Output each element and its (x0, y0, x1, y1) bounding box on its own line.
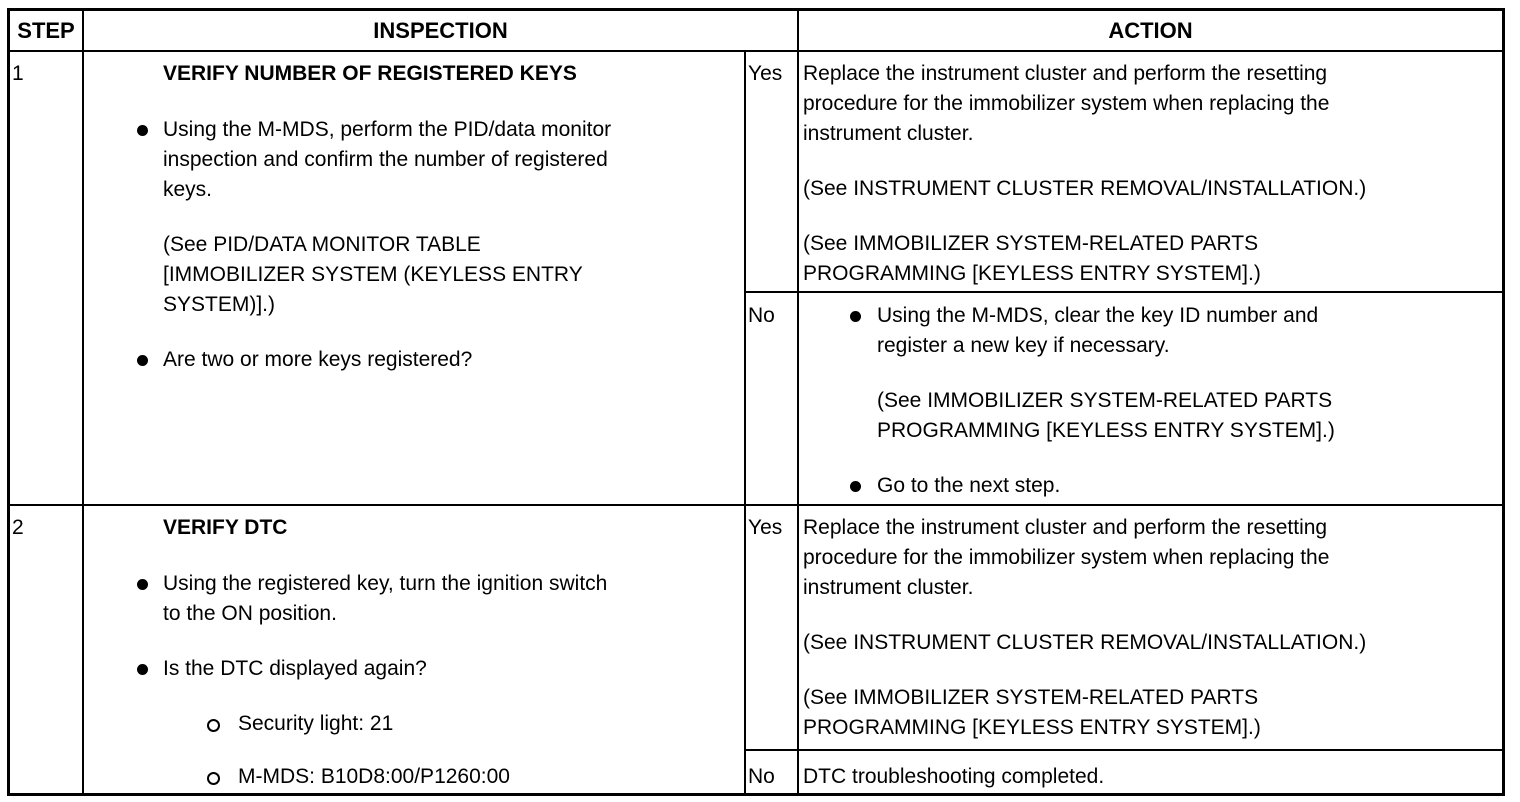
action-line: Replace the instrument cluster and perform the resetting (803, 516, 1328, 539)
reference-line: PROGRAMMING [KEYLESS ENTRY SYSTEM].) (877, 419, 1335, 442)
bullet-icon (137, 355, 148, 366)
troubleshooting-table (7, 8, 1505, 796)
reference-line: (See INSTRUMENT CLUSTER REMOVAL/INSTALLATION.) (803, 631, 1367, 654)
sub-item: M-MDS: B10D8:00/P1260:00 (238, 765, 510, 788)
reference-line: [IMMOBILIZER SYSTEM (KEYLESS ENTRY (163, 263, 583, 286)
action-line: Using the M-MDS, clear the key ID number and (877, 304, 1319, 327)
inspection-line: inspection and confirm the number of registered (163, 148, 608, 171)
inspection-question: Are two or more keys registered? (163, 348, 473, 371)
sub-item: Security light: 21 (238, 712, 394, 735)
yes-label: Yes (748, 516, 783, 539)
row1-yes-no-divider (744, 291, 1502, 293)
reference-line: PROGRAMMING [KEYLESS ENTRY SYSTEM].) (803, 262, 1261, 285)
circle-bullet-icon (207, 772, 220, 785)
inspection-line: keys. (163, 178, 213, 201)
row-divider (10, 504, 1502, 506)
col-divider-yesno (744, 51, 746, 793)
header-action: ACTION (1108, 18, 1193, 43)
reference-line: (See IMMOBILIZER SYSTEM-RELATED PARTS (803, 686, 1259, 709)
row2-yes-no-divider (744, 749, 1502, 751)
action-line: Go to the next step. (877, 474, 1061, 497)
no-label: No (748, 765, 775, 788)
reference-line: (See IMMOBILIZER SYSTEM-RELATED PARTS (803, 232, 1259, 255)
action-line: instrument cluster. (803, 122, 974, 145)
reference-line: (See PID/DATA MONITOR TABLE (163, 233, 481, 256)
action-line: procedure for the immobilizer system when replacing the (803, 92, 1330, 115)
reference-line: (See IMMOBILIZER SYSTEM-RELATED PARTS (877, 389, 1333, 412)
header-inspection: INSPECTION (373, 18, 508, 43)
action-line: procedure for the immobilizer system when replacing the (803, 546, 1330, 569)
bullet-icon (137, 664, 148, 675)
step-number: 2 (12, 516, 24, 539)
inspection-line: Using the M-MDS, perform the PID/data monitor (163, 118, 612, 141)
no-label: No (748, 304, 775, 327)
inspection-title: VERIFY NUMBER OF REGISTERED KEYS (163, 62, 577, 85)
action-line: instrument cluster. (803, 576, 974, 599)
reference-line: PROGRAMMING [KEYLESS ENTRY SYSTEM].) (803, 716, 1261, 739)
col-divider-step (82, 11, 84, 793)
bullet-icon (137, 125, 148, 136)
inspection-title: VERIFY DTC (163, 516, 288, 539)
header-step: STEP (17, 18, 75, 43)
inspection-question: Is the DTC displayed again? (163, 657, 427, 680)
reference-line: SYSTEM)].) (163, 293, 276, 316)
action-line: Replace the instrument cluster and perform the resetting (803, 62, 1328, 85)
yes-label: Yes (748, 62, 783, 85)
action-line: DTC troubleshooting completed. (803, 765, 1105, 788)
col-divider-action (797, 11, 799, 793)
reference-line: (See INSTRUMENT CLUSTER REMOVAL/INSTALLATION.) (803, 177, 1367, 200)
action-line: register a new key if necessary. (877, 334, 1170, 357)
bullet-icon (850, 481, 861, 492)
inspection-line: to the ON position. (163, 602, 337, 625)
step-number: 1 (12, 62, 24, 85)
bullet-icon (137, 579, 148, 590)
inspection-line: Using the registered key, turn the ignition switch (163, 572, 608, 595)
bullet-icon (850, 311, 861, 322)
circle-bullet-icon (207, 719, 220, 732)
